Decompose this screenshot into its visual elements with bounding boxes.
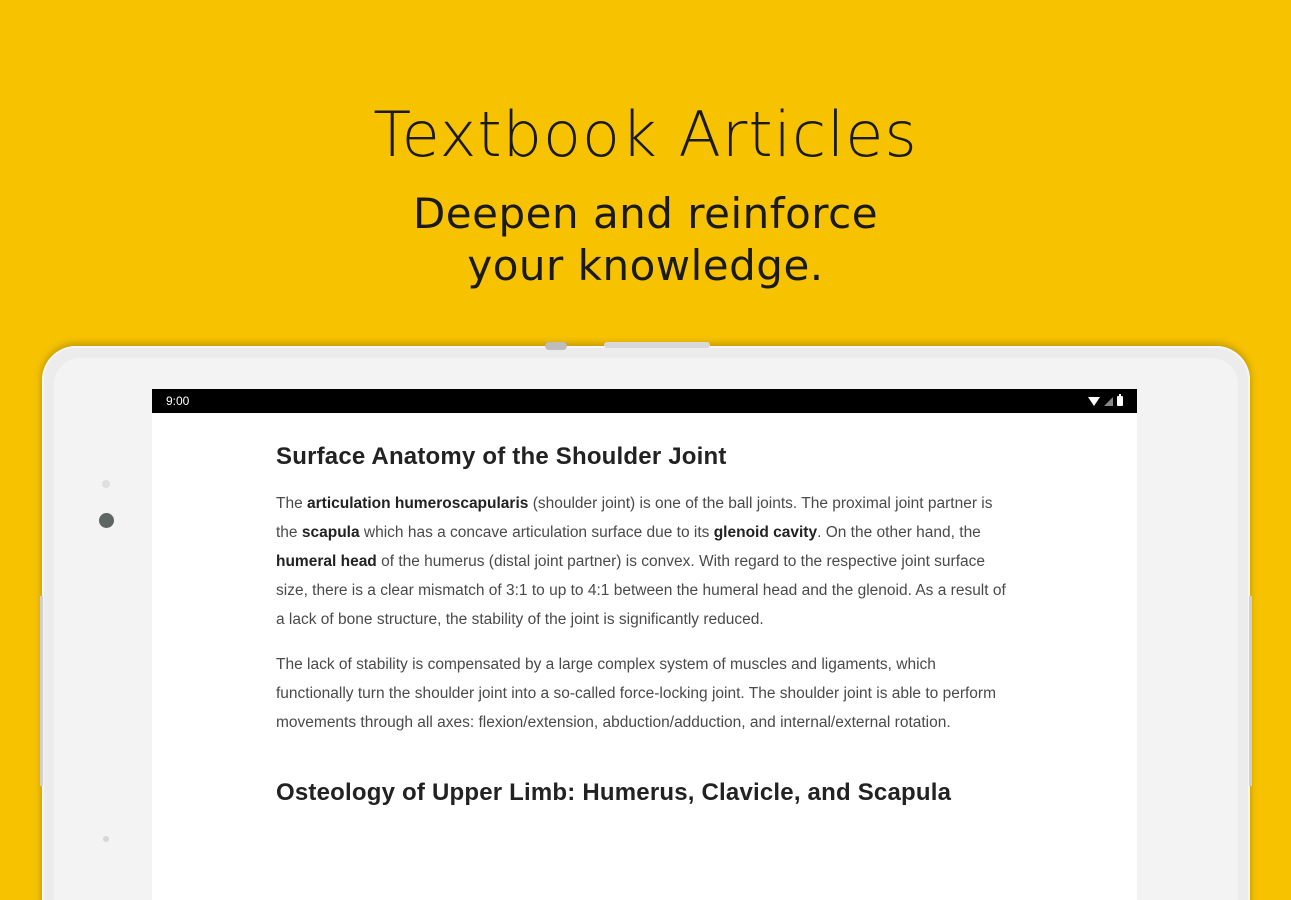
status-icons [1088,396,1123,406]
term-articulation-humeroscapularis: articulation humeroscapularis [307,495,529,512]
promo-subtitle [0,188,1291,292]
tablet-sensor [545,342,567,350]
promo-subtitle-line-2: your knowledge. [467,241,824,290]
signal-icon [1104,397,1113,406]
tablet-edge-left [40,596,43,786]
article-heading-osteology: Osteology of Upper Limb: Humerus, Clavicle, and Scapula [276,779,952,806]
tablet-light-sensor [102,480,110,488]
article-paragraph-1 [276,489,1016,634]
tablet-power-button [604,342,710,348]
para1-text-1: The [276,495,308,512]
tablet-screen [152,389,1137,900]
promo-subtitle-line-1: Deepen and reinforce [412,189,879,238]
tablet-edge-right [1249,596,1252,786]
article-paragraph-2: The lack of stability is compensated by a large complex system of muscles and ligaments, which functionally turn the shoulder joint into a so-called force-locking joint. The shoulder joint is able to perform movements through all axes: flexion/extension, abduction/adduction, and internal/external rotation. [276,656,996,731]
wifi-icon [1088,397,1100,406]
term-scapula: scapula [301,524,360,541]
para1-text-4: . On the other hand, the [817,524,981,541]
para1-text-3: which has a concave articulation surface due to its [359,524,714,541]
promo-title: Textbook Articles [373,98,918,171]
battery-icon [1117,396,1123,406]
tablet-microphone [103,836,109,842]
term-glenoid-cavity: glenoid cavity [713,524,818,541]
status-time: 9:00 [166,394,190,408]
article-heading-shoulder-joint: Surface Anatomy of the Shoulder Joint [276,443,727,470]
article-content [276,443,1016,807]
para1-text-5: of the humerus (distal joint partner) is convex. With regard to the respective joint surface size, there is a clear mismatch of 3:1 to up to 4:1 between the humeral head and the glenoid. As a result of a lack of bone structure, the stability of the joint is significantly reduced. [276,553,1006,628]
para1-text-2: (shoulder joint) is one of the ball joints. The proximal joint partner is the [276,495,993,541]
tablet-camera [99,513,114,528]
status-bar [152,389,1137,413]
term-humeral-head: humeral head [276,553,377,570]
